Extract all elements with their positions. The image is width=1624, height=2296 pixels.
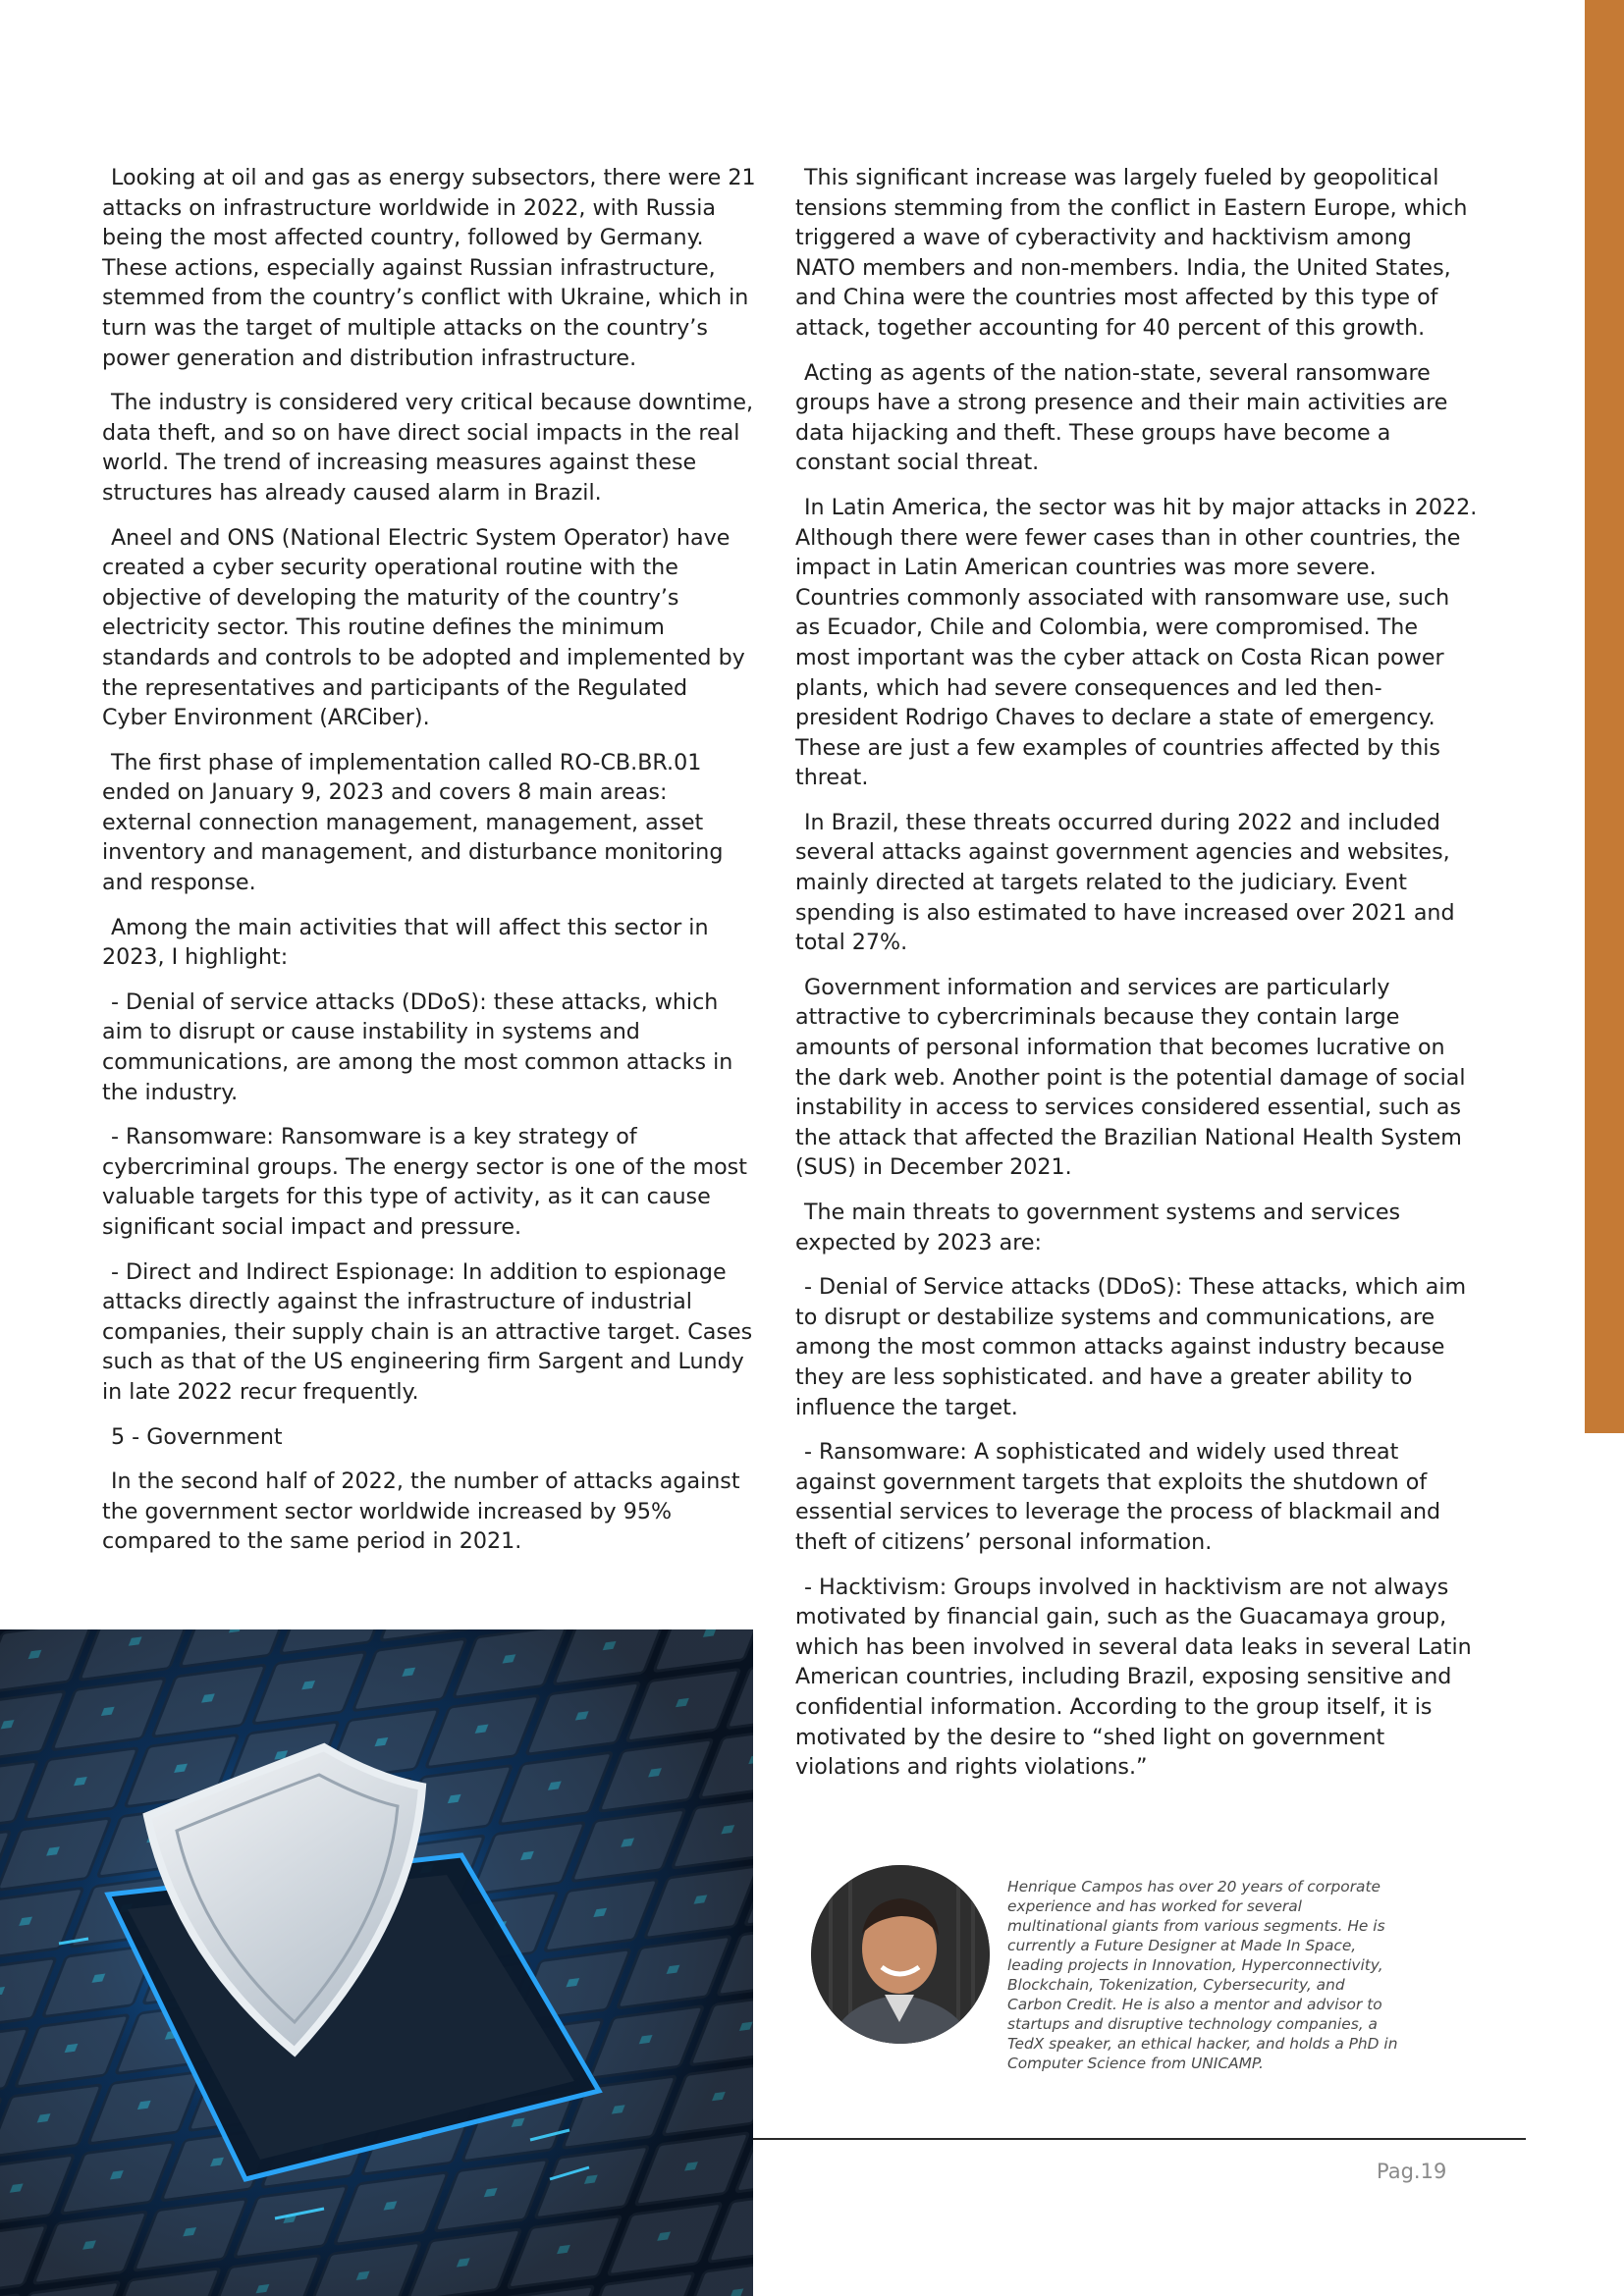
paragraph: The first phase of implementation called RO-CB.BR.01 ended on January 9, 2023 and covers 8 main areas: external connection management, management, asset inventory and management, and disturbance monitoring and response.	[102, 749, 724, 896]
left-text-column	[102, 163, 758, 1572]
paragraph: This significant increase was largely fueled by geopolitical tensions stemming from the conflict in Eastern Europe, which triggered a wave of cyberactivity and hacktivism among NATO members and non-members. India, the United States, and China were the countries most affected by this type of attack, together accounting for 40 percent of this growth.	[795, 165, 1468, 341]
author-box	[811, 1865, 1400, 2081]
paragraph: Among the main activities that will affect this sector in 2023, I highlight:	[102, 914, 709, 971]
list-item-ransomware: - Ransomware: A sophisticated and widely used threat against government targets that exploits the shutdown of essential services to leverage the process of blackmail and theft of citizens’ personal information.	[795, 1439, 1441, 1555]
section-heading-government: 5 - Government	[111, 1423, 283, 1450]
page-number: Pag.19	[1377, 2160, 1447, 2183]
avatar	[811, 1865, 990, 2044]
paragraph: In Latin America, the sector was hit by major attacks in 2022. Although there were fewer cases than in other countries, the impact in Latin American countries was more severe. Countries commonly associated with ransomware use, such as Ecuador, Chile and Colombia, were compromised. The most important was the cyber attack on Costa Rican power plants, which had severe consequences and led then-president Rodrigo Chaves to declare a state of emergency. These are just a few examples of countries affected by this threat.	[795, 494, 1478, 791]
list-item-ddos: - Denial of Service attacks (DDoS): These attacks, which aim to disrupt or destabilize systems and communications, are among the most common attacks against industry because they are less sophisticated. and have a greater ability to influence the target.	[795, 1274, 1467, 1420]
footer-rule	[753, 2138, 1526, 2140]
list-item-ddos: - Denial of service attacks (DDoS): these attacks, which aim to disrupt or cause instability in systems and communications, are among the most common attacks in the industry.	[102, 988, 733, 1105]
paragraph: Looking at oil and gas as energy subsectors, there were 21 attacks on infrastructure worldwide in 2022, with Russia being the most affected country, followed by Germany. These actions, especially against Russian infrastructure, stemmed from the country’s conflict with Ukraine, which in turn was the target of multiple attacks on the country’s power generation and distribution infrastructure.	[102, 165, 756, 371]
author-photo	[811, 1865, 990, 2044]
paragraph: The industry is considered very critical because downtime, data theft, and so on have direct social impacts in the real world. The trend of increasing measures against these structures has already caused alarm in Brazil.	[102, 390, 754, 506]
shield-chip-illustration	[0, 1629, 753, 2296]
paragraph: Acting as agents of the nation-state, several ransomware groups have a strong presence and their main activities are data hijacking and theft. These groups have become a constant social threat.	[795, 359, 1448, 476]
paragraph: Government information and services are particularly attractive to cybercriminals because they contain large amounts of personal information that becomes lucrative on the dark web. Another point is the potential damage of social instability in access to services considered essential, such as the attack that affected the Brazilian National Health System (SUS) in December 2021.	[795, 974, 1466, 1181]
right-text-column	[795, 163, 1478, 1797]
accent-side-bar	[1585, 0, 1624, 1433]
list-item-hacktivism: - Hacktivism: Groups involved in hacktivism are not always motivated by financial gain, such as the Guacamaya group, which has been involved in several data leaks in several Latin American countries, including Brazil, exposing sensitive and confidential information. According to the group itself, it is motivated by the desire to “shed light on government violations and rights violations.”	[795, 1574, 1472, 1781]
list-item-ransomware: - Ransomware: Ransomware is a key strategy of cybercriminal groups. The energy sector is one of the most valuable targets for this type of activity, as it can cause significant social impact and pressure.	[102, 1124, 747, 1240]
list-item-espionage: - Direct and Indirect Espionage: In addition to espionage attacks directly against the infrastructure of industrial companies, their supply chain is an attractive target. Cases such as that of the US engineering firm Sargent and Lundy in late 2022 recur frequently.	[102, 1258, 753, 1405]
paragraph: Aneel and ONS (National Electric System Operator) have created a cyber security operational routine with the objective of developing the maturity of the country’s electricity sector. This routine defines the minimum standards and controls to be adopted and implemented by the representatives and participants of the Regulated Cyber Environment (ARCiber).	[102, 524, 745, 731]
paragraph: In the second half of 2022, the number of attacks against the government sector worldwide increased by 95% compared to the same period in 2021.	[102, 1468, 740, 1555]
paragraph: In Brazil, these threats occurred during 2022 and included several attacks against government agencies and websites, mainly directed at targets related to the judiciary. Event spending is also estimated to have increased over 2021 and total 27%.	[795, 809, 1455, 956]
cybersecurity-shield-image	[0, 1629, 753, 2296]
paragraph: The main threats to government systems and services expected by 2023 are:	[795, 1200, 1401, 1255]
author-bio: Henrique Campos has over 20 years of corporate experience and has worked for several multinational giants from various segments. He is currently a Future Designer at Made In Space, leading projects in Innovation, Hyperconnectivity, Blockchain, Tokenization, Cybersecurity, and Carbon Credit. He is also a mentor and advisor to startups and disruptive technology companies, a TedX speaker, an ethical hacker, and holds a PhD in Computer Science from UNICAMP.	[1007, 1878, 1398, 2072]
